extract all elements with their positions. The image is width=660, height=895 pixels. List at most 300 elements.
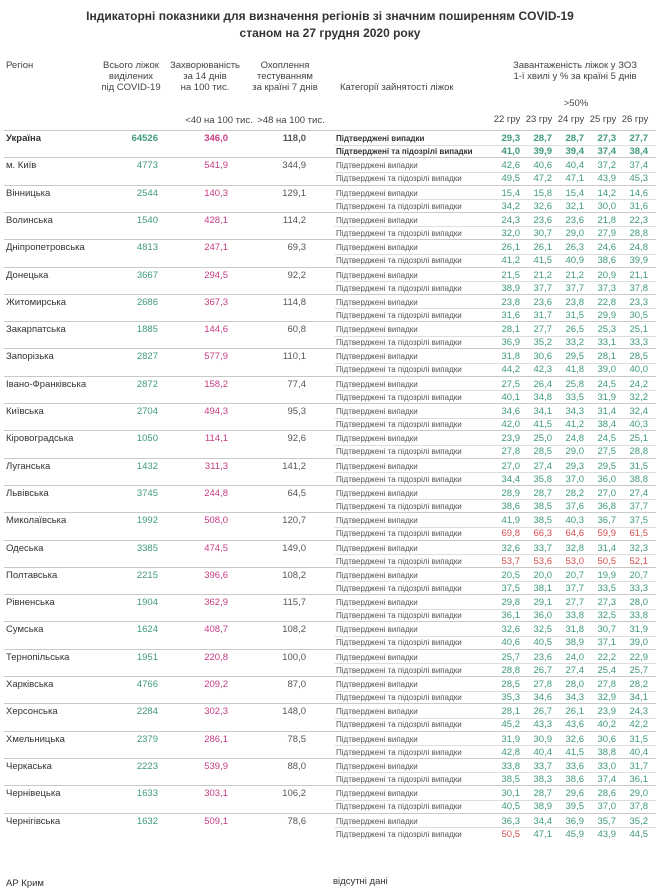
load-confirmed-value: 24,3	[629, 706, 648, 718]
load-confirmed-value: 31,9	[629, 624, 648, 636]
load-suspected-value: 34,8	[533, 391, 552, 403]
beds-count: 4813	[136, 242, 158, 254]
load-confirmed-value: 27,3	[597, 133, 616, 144]
category-confirmed: Підтверджені випадки	[336, 352, 418, 362]
load-suspected-value: 44,5	[629, 828, 648, 840]
testing-value: 108,2	[282, 624, 306, 636]
load-confirmed-value: 32,4	[629, 406, 648, 417]
testing-value: 88,0	[287, 760, 306, 772]
region-name: Донецька	[6, 269, 49, 281]
table-row	[4, 267, 656, 294]
category-confirmed: Підтверджені випадки	[336, 325, 418, 335]
load-confirmed-value: 34,3	[565, 406, 584, 417]
load-suspected-value: 32,1	[565, 200, 584, 212]
load-confirmed-value: 23,6	[565, 214, 584, 226]
category-confirmed-suspected: Підтверджені та підозрілі випадки	[336, 693, 462, 702]
load-suspected-value: 34,6	[533, 692, 552, 703]
load-suspected-value: 37,0	[597, 801, 616, 813]
load-suspected-value: 37,7	[565, 282, 584, 294]
load-suspected-value: 43,3	[533, 719, 552, 731]
load-suspected-value: 40,2	[597, 719, 616, 731]
load-confirmed-value: 32,6	[501, 542, 520, 554]
region-name: Луганська	[6, 460, 51, 472]
category-confirmed-suspected: Підтверджені та підозрілі випадки	[336, 802, 462, 812]
load-suspected-value: 40,0	[629, 364, 648, 376]
load-suspected-value: 33,8	[565, 610, 584, 622]
load-suspected-value: 64,6	[565, 528, 584, 540]
beds-count: 1633	[136, 788, 158, 800]
beds-count: 2223	[136, 760, 158, 772]
region-name: Івано-Франківська	[6, 378, 87, 390]
load-suspected-value: 42,2	[629, 719, 648, 731]
load-confirmed-value: 28,7	[533, 133, 552, 144]
load-suspected-value: 41,5	[533, 255, 552, 267]
load-suspected-value: 32,0	[501, 227, 520, 239]
load-confirmed-value: 24,2	[629, 378, 648, 390]
load-suspected-value: 38,8	[629, 473, 648, 485]
region-name: Україна	[6, 133, 42, 144]
load-suspected-value: 25,4	[597, 664, 616, 676]
table-row	[4, 185, 656, 212]
load-suspected-value: 59,9	[597, 528, 616, 540]
load-confirmed-value: 24,5	[597, 378, 616, 390]
category-confirmed: Підтверджені випадки	[336, 543, 418, 553]
load-confirmed-value: 15,4	[565, 187, 584, 199]
load-confirmed-value: 22,3	[629, 214, 648, 226]
load-confirmed-value: 27,4	[533, 460, 552, 472]
load-suspected-value: 29,9	[597, 309, 616, 321]
load-suspected-value: 34,2	[501, 200, 520, 212]
region-name: Херсонська	[6, 706, 58, 718]
load-suspected-value: 36,1	[629, 773, 648, 785]
region-name: Тернопільська	[6, 651, 70, 663]
category-confirmed-suspected: Підтверджені та підозрілі випадки	[336, 556, 462, 566]
beds-count: 2215	[136, 569, 158, 581]
load-confirmed-value: 23,6	[533, 651, 552, 663]
beds-count: 3745	[136, 487, 158, 499]
load-confirmed-value: 33,7	[533, 760, 552, 772]
beds-count: 1951	[136, 651, 158, 663]
category-confirmed: Підтверджені випадки	[336, 461, 418, 471]
category-confirmed: Підтверджені випадки	[336, 625, 418, 635]
load-suspected-value: 52,1	[629, 555, 648, 567]
load-suspected-value: 42,0	[501, 419, 520, 430]
load-suspected-value: 37,3	[597, 282, 616, 294]
footer-crimea: АР Крим	[6, 878, 44, 889]
load-confirmed-value: 27,8	[597, 679, 616, 690]
testing-value: 92,6	[287, 433, 306, 445]
region-name: Дніпропетровська	[6, 242, 85, 254]
load-confirmed-value: 28,6	[597, 788, 616, 800]
category-confirmed: Підтверджені випадки	[336, 243, 418, 253]
category-confirmed-suspected: Підтверджені та підозрілі випадки	[336, 501, 462, 511]
load-suspected-value: 38,1	[533, 582, 552, 594]
load-confirmed-value: 23,8	[565, 296, 584, 308]
category-confirmed: Підтверджені випадки	[336, 297, 418, 307]
table-row	[4, 594, 656, 621]
testing-threshold: >48 на 100 тис.	[257, 115, 325, 126]
morbidity-value: 396,6	[204, 569, 228, 581]
load-confirmed-value: 28,0	[629, 597, 648, 609]
category-confirmed-suspected: Підтверджені та підозрілі випадки	[336, 365, 462, 375]
category-confirmed-suspected: Підтверджені та підозрілі випадки	[336, 201, 462, 211]
category-confirmed: Підтверджені випадки	[336, 816, 418, 826]
category-confirmed: Підтверджені випадки	[336, 680, 418, 689]
load-confirmed-value: 21,2	[533, 269, 552, 281]
load-confirmed-value: 23,8	[501, 296, 520, 308]
category-confirmed-suspected: Підтверджені та підозрілі випадки	[336, 447, 462, 457]
category-confirmed-suspected: Підтверджені та підозрілі випадки	[336, 256, 462, 266]
load-confirmed-value: 24,8	[565, 433, 584, 445]
load-suspected-value: 40,4	[629, 746, 648, 758]
load-suspected-value: 40,6	[501, 637, 520, 649]
region-name: Хмельницька	[6, 733, 65, 745]
load-suspected-value: 28,8	[629, 446, 648, 458]
load-confirmed-value: 29,0	[629, 788, 648, 800]
morbidity-value: 303,1	[204, 788, 228, 800]
load-suspected-value: 38,5	[533, 500, 552, 512]
category-confirmed-suspected: Підтверджені та підозрілі випадки	[336, 338, 462, 348]
region-name: Львівська	[6, 487, 49, 499]
table-row	[4, 294, 656, 321]
load-suspected-value: 40,1	[501, 391, 520, 403]
testing-value: 77,4	[287, 378, 306, 390]
region-name: Волинська	[6, 214, 53, 226]
category-confirmed-suspected: Підтверджені та підозрілі випадки	[336, 638, 462, 648]
beds-count: 3667	[136, 269, 158, 281]
load-suspected-value: 45,9	[565, 828, 584, 840]
testing-value: 108,2	[282, 569, 306, 581]
load-confirmed-value: 30,9	[533, 733, 552, 745]
load-suspected-value: 37,4	[597, 146, 616, 157]
load-confirmed-value: 29,5	[597, 460, 616, 472]
category-confirmed: Підтверджені випадки	[336, 488, 418, 498]
category-confirmed: Підтверджені випадки	[336, 434, 418, 444]
table-row	[4, 703, 656, 730]
load-confirmed-value: 29,8	[501, 597, 520, 609]
table-row	[4, 348, 656, 375]
category-confirmed: Підтверджені випадки	[336, 379, 418, 389]
load-confirmed-value: 40,6	[533, 160, 552, 172]
table-row	[4, 403, 656, 430]
category-confirmed: Підтверджені випадки	[336, 161, 418, 171]
header-morbidity: Захворюваність за 14 днів на 100 тис.	[169, 60, 241, 93]
load-suspected-value: 37,5	[501, 582, 520, 594]
load-confirmed-value: 34,4	[533, 815, 552, 827]
load-suspected-value: 39,0	[597, 364, 616, 376]
load-confirmed-value: 29,3	[565, 460, 584, 472]
table-row	[4, 758, 656, 785]
category-confirmed-suspected: Підтверджені та підозрілі випадки	[336, 529, 462, 539]
load-confirmed-value: 20,9	[597, 269, 616, 281]
testing-value: 344,9	[282, 160, 306, 172]
morbidity-value: 539,9	[204, 760, 228, 772]
load-confirmed-value: 28,1	[501, 706, 520, 718]
load-suspected-value: 41,5	[533, 419, 552, 430]
testing-value: 118,0	[282, 133, 306, 144]
page-title	[0, 8, 660, 42]
load-confirmed-value: 19,9	[597, 569, 616, 581]
category-confirmed: Підтверджені випадки	[336, 734, 418, 744]
category-confirmed-suspected: Підтверджені та підозрілі випадки	[336, 310, 462, 320]
table-row	[4, 485, 656, 512]
category-confirmed-suspected: Підтверджені та підозрілі випадки	[336, 283, 462, 293]
load-confirmed-value: 29,1	[533, 597, 552, 609]
beds-count: 2379	[136, 733, 158, 745]
table-row	[4, 157, 656, 184]
load-suspected-value: 33,8	[629, 610, 648, 622]
load-confirmed-value: 33,0	[597, 760, 616, 772]
load-suspected-value: 37,7	[533, 282, 552, 294]
load-threshold: >50%	[563, 98, 589, 109]
load-suspected-value: 37,6	[565, 500, 584, 512]
load-suspected-value: 61,5	[629, 528, 648, 540]
table-row	[4, 567, 656, 594]
testing-value: 120,7	[282, 515, 306, 527]
load-confirmed-value: 28,2	[565, 487, 584, 499]
load-confirmed-value: 41,9	[501, 515, 520, 527]
load-suspected-value: 53,7	[501, 555, 520, 567]
load-confirmed-value: 26,1	[565, 706, 584, 718]
testing-value: 87,0	[287, 679, 306, 690]
table-row	[4, 785, 656, 812]
load-confirmed-value: 24,5	[597, 433, 616, 445]
load-confirmed-value: 35,2	[629, 815, 648, 827]
header-load: Завантаженість ліжок у ЗОЗ 1-ї хвилі у % за країні 5 днів	[513, 60, 637, 82]
load-suspected-value: 38,5	[501, 773, 520, 785]
table-row	[4, 239, 656, 266]
title-line-1: Індикаторні показники для визначення регіонів зі значним поширенням COVID-19	[86, 9, 574, 23]
category-confirmed: Підтверджені випадки	[336, 652, 418, 662]
category-confirmed: Підтверджені випадки	[336, 270, 418, 280]
load-confirmed-value: 23,3	[629, 296, 648, 308]
load-suspected-value: 44,2	[501, 364, 520, 376]
category-confirmed-suspected: Підтверджені та підозрілі випадки	[336, 611, 462, 621]
table-row	[4, 731, 656, 758]
load-suspected-value: 25,7	[629, 664, 648, 676]
load-suspected-value: 38,9	[501, 282, 520, 294]
testing-value: 129,1	[282, 187, 306, 199]
load-confirmed-value: 36,9	[565, 815, 584, 827]
beds-count: 2544	[136, 187, 158, 199]
load-suspected-value: 27,4	[565, 664, 584, 676]
category-confirmed-suspected: Підтверджені та підозрілі випадки	[336, 147, 473, 156]
beds-count: 1624	[136, 624, 158, 636]
load-suspected-value: 50,5	[501, 828, 520, 840]
region-name: Чернігівська	[6, 815, 61, 827]
morbidity-value: 428,1	[204, 214, 228, 226]
morbidity-value: 144,6	[204, 324, 228, 336]
load-suspected-value: 42,8	[501, 746, 520, 758]
testing-value: 106,2	[282, 788, 306, 800]
testing-value: 100,0	[282, 651, 306, 663]
beds-count: 3385	[136, 542, 158, 554]
region-name: Сумська	[6, 624, 44, 636]
load-confirmed-value: 32,3	[629, 542, 648, 554]
load-confirmed-value: 23,9	[597, 706, 616, 718]
load-suspected-value: 38,6	[597, 255, 616, 267]
load-confirmed-value: 33,7	[533, 542, 552, 554]
load-suspected-value: 37,8	[629, 801, 648, 813]
region-name: Київська	[6, 406, 44, 417]
load-suspected-value: 30,0	[597, 200, 616, 212]
load-confirmed-value: 32,5	[533, 624, 552, 636]
load-suspected-value: 38,4	[629, 146, 648, 157]
load-confirmed-value: 14,2	[597, 187, 616, 199]
load-confirmed-value: 27,4	[629, 487, 648, 499]
load-suspected-value: 31,9	[597, 391, 616, 403]
load-suspected-value: 53,0	[565, 555, 584, 567]
load-confirmed-value: 26,4	[533, 378, 552, 390]
load-confirmed-value: 28,7	[533, 788, 552, 800]
beds-count: 2284	[136, 706, 158, 718]
beds-count: 1632	[136, 815, 158, 827]
load-confirmed-value: 27,0	[597, 487, 616, 499]
load-confirmed-value: 21,8	[597, 214, 616, 226]
load-suspected-value: 40,9	[565, 255, 584, 267]
category-confirmed-suspected: Підтверджені та підозрілі випадки	[336, 392, 462, 402]
load-confirmed-value: 24,6	[597, 242, 616, 254]
load-confirmed-value: 28,5	[501, 679, 520, 690]
load-confirmed-value: 28,1	[501, 324, 520, 336]
load-confirmed-value: 33,6	[565, 760, 584, 772]
category-confirmed-suspected: Підтверджені та підозрілі випадки	[336, 420, 462, 429]
load-confirmed-value: 23,6	[533, 214, 552, 226]
beds-count: 1050	[136, 433, 158, 445]
load-suspected-value: 32,5	[597, 610, 616, 622]
load-confirmed-value: 31,4	[597, 406, 616, 417]
testing-value: 115,7	[282, 597, 306, 609]
load-suspected-value: 43,6	[565, 719, 584, 731]
load-confirmed-value: 22,9	[629, 651, 648, 663]
load-confirmed-value: 28,0	[565, 679, 584, 690]
category-confirmed-suspected: Підтверджені та підозрілі випадки	[336, 774, 462, 784]
load-confirmed-value: 30,6	[533, 351, 552, 363]
testing-value: 148,0	[282, 706, 306, 718]
load-suspected-value: 41,0	[501, 146, 520, 157]
load-suspected-value: 41,2	[501, 255, 520, 267]
beds-count: 2827	[136, 351, 158, 363]
load-suspected-value: 33,3	[629, 337, 648, 349]
day-header-1: 22 гру	[493, 114, 521, 125]
testing-value: 78,5	[287, 733, 306, 745]
load-suspected-value: 35,8	[533, 473, 552, 485]
load-suspected-value: 36,9	[501, 337, 520, 349]
load-suspected-value: 38,6	[501, 500, 520, 512]
load-suspected-value: 33,3	[629, 582, 648, 594]
load-confirmed-value: 28,7	[533, 487, 552, 499]
load-suspected-value: 40,4	[533, 746, 552, 758]
load-confirmed-value: 22,8	[597, 296, 616, 308]
day-header-3: 24 гру	[557, 114, 585, 125]
category-confirmed-suspected: Підтверджені та підозрілі випадки	[336, 228, 462, 238]
load-suspected-value: 69,8	[501, 528, 520, 540]
table-row	[4, 130, 656, 157]
load-suspected-value: 31,5	[565, 309, 584, 321]
table-row	[4, 621, 656, 648]
morbidity-threshold: <40 на 100 тис.	[185, 115, 253, 126]
load-confirmed-value: 42,6	[501, 160, 520, 172]
load-suspected-value: 32,9	[597, 692, 616, 703]
beds-count: 2704	[136, 406, 158, 417]
load-confirmed-value: 31,8	[565, 624, 584, 636]
load-suspected-value: 35,2	[533, 337, 552, 349]
load-confirmed-value: 32,6	[501, 624, 520, 636]
load-confirmed-value: 29,6	[565, 788, 584, 800]
load-suspected-value: 38,6	[565, 773, 584, 785]
load-confirmed-value: 31,5	[629, 460, 648, 472]
header-beds: Всього ліжок виділених під COVID-19	[101, 60, 161, 93]
region-name: Черкаська	[6, 760, 52, 772]
load-suspected-value: 28,8	[501, 664, 520, 676]
load-confirmed-value: 28,5	[629, 351, 648, 363]
load-confirmed-value: 36,7	[597, 515, 616, 527]
load-confirmed-value: 26,1	[533, 242, 552, 254]
morbidity-value: 247,1	[204, 242, 228, 254]
day-header-2: 23 гру	[525, 114, 553, 125]
load-suspected-value: 34,1	[629, 692, 648, 703]
load-suspected-value: 38,9	[565, 637, 584, 649]
load-suspected-value: 40,5	[501, 801, 520, 813]
load-confirmed-value: 37,2	[597, 160, 616, 172]
morbidity-value: 209,2	[204, 679, 228, 690]
table-row	[4, 813, 656, 840]
beds-count: 2872	[136, 378, 158, 390]
category-confirmed: Підтверджені випадки	[336, 761, 418, 771]
load-suspected-value: 33,5	[597, 582, 616, 594]
beds-count: 1885	[136, 324, 158, 336]
table-row	[4, 676, 656, 703]
category-confirmed: Підтверджені випадки	[336, 215, 418, 225]
region-name: Закарпатська	[6, 324, 66, 336]
region-name: Рівненська	[6, 597, 55, 609]
load-confirmed-value: 20,7	[629, 569, 648, 581]
category-confirmed-suspected: Підтверджені та підозрілі випадки	[336, 174, 462, 184]
load-confirmed-value: 37,5	[629, 515, 648, 527]
load-confirmed-value: 36,3	[501, 815, 520, 827]
load-suspected-value: 37,7	[565, 582, 584, 594]
beds-count: 4766	[136, 679, 158, 690]
region-name: Одеська	[6, 542, 44, 554]
category-confirmed: Підтверджені випадки	[336, 707, 418, 717]
region-name: Кіровоградська	[6, 433, 74, 445]
load-confirmed-value: 21,2	[565, 269, 584, 281]
load-suspected-value: 39,5	[565, 801, 584, 813]
load-confirmed-value: 26,5	[565, 324, 584, 336]
load-confirmed-value: 22,2	[597, 651, 616, 663]
load-confirmed-value: 31,7	[629, 760, 648, 772]
load-suspected-value: 30,7	[533, 227, 552, 239]
beds-count: 1904	[136, 597, 158, 609]
morbidity-value: 244,8	[204, 487, 228, 499]
category-confirmed-suspected: Підтверджені та підозрілі випадки	[336, 720, 462, 730]
load-confirmed-value: 25,1	[629, 324, 648, 336]
testing-value: 141,2	[282, 460, 306, 472]
morbidity-value: 494,3	[204, 406, 228, 417]
load-suspected-value: 66,3	[533, 528, 552, 540]
morbidity-value: 541,9	[204, 160, 228, 172]
load-confirmed-value: 40,3	[565, 515, 584, 527]
region-name: Чернівецька	[6, 788, 61, 800]
category-confirmed-suspected: Підтверджені та підозрілі випадки	[336, 829, 462, 839]
load-suspected-value: 37,8	[629, 282, 648, 294]
morbidity-value: 302,3	[204, 706, 228, 718]
load-suspected-value: 37,4	[597, 773, 616, 785]
load-suspected-value: 47,2	[533, 173, 552, 185]
load-confirmed-value: 21,5	[501, 269, 520, 281]
load-confirmed-value: 15,8	[533, 187, 552, 199]
region-name: Запорізька	[6, 351, 54, 363]
